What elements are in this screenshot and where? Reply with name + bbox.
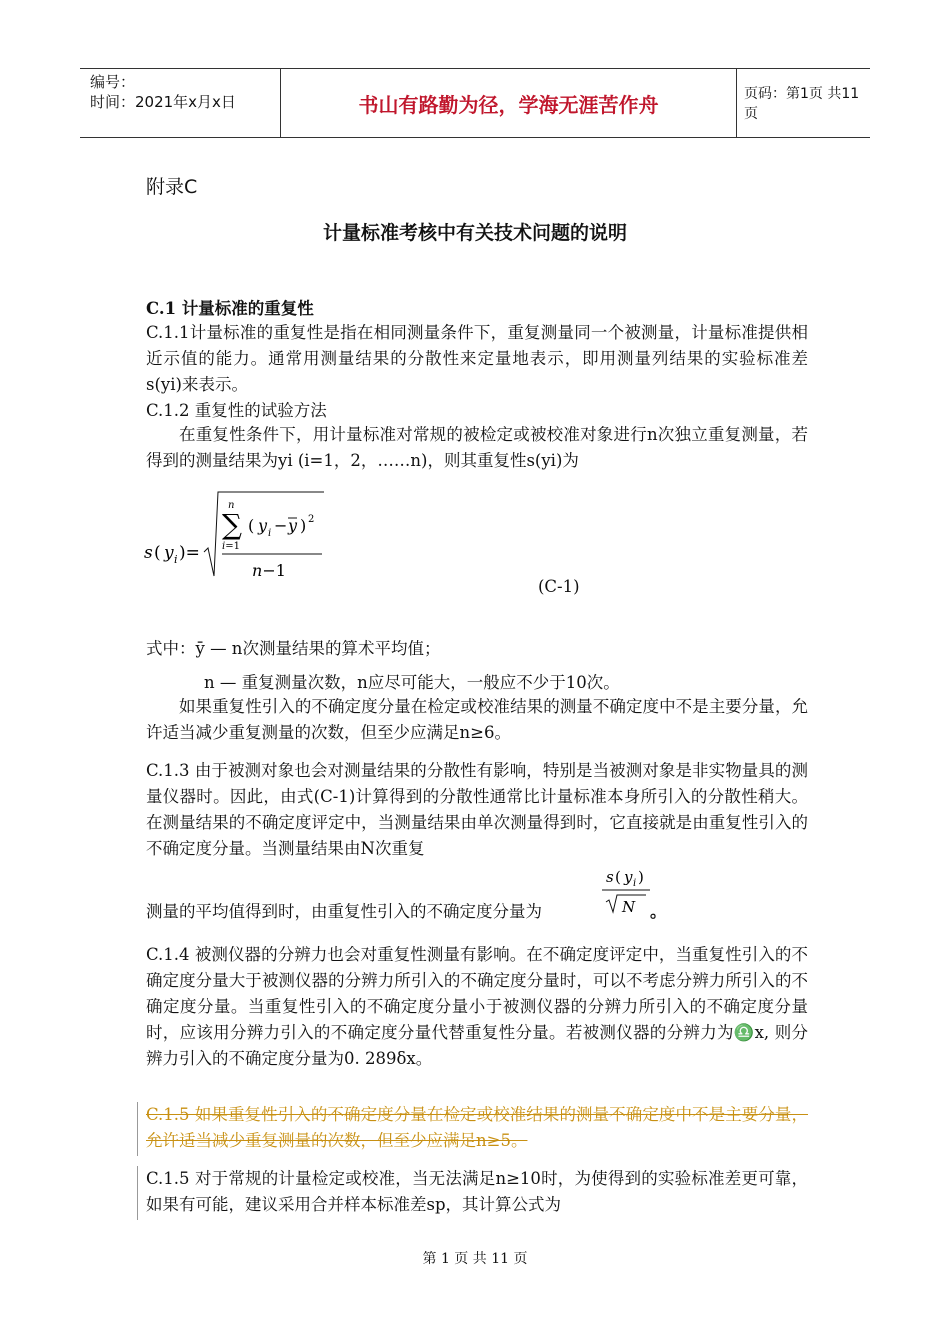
svg-text:y: y [164, 543, 174, 563]
revision-bar [137, 1166, 138, 1220]
svg-text:−: − [274, 516, 288, 535]
page-header [80, 68, 870, 138]
paragraph-c14: C.1.4 被测仪器的分辨力也会对重复性测量有影响。在不确定度评定中，当重复性引入的不确定度分量大于被测仪器的分辨力所引入的不确定度分量时，可以不考虑分辨力所引入的不确定度分量。当重复性引入的不确定度分量小于被测仪器的分辨力所引入的不确定度分量时，应该用分辨力引入的不确定度分量代替重复性分量。若被测仪器的分辨力为♎x, 则分辨力引入的不确定度分量为0. 289δx。 [146, 945, 808, 1068]
paragraph-c12: 在重复性条件下，用计量标准对常规的被检定或被校准对象进行n次独立重复测量，若得到的测量结果为yi (i=1，2，……n)，则其重复性s(yi)为 [146, 425, 808, 470]
svg-text:n−1: n−1 [252, 561, 286, 580]
formula-c1 [144, 486, 334, 586]
svg-text:2: 2 [308, 514, 315, 525]
equation-number: (C-1) [538, 577, 580, 596]
section-heading-c1: C.1 计量标准的重复性 [146, 299, 314, 318]
svg-text:∑: ∑ [222, 508, 242, 541]
svg-text:n: n [228, 500, 235, 511]
heading-c12: C.1.2 重复性的试验方法 [146, 401, 327, 420]
revision-bar [137, 1102, 138, 1156]
number-label: 编号： [90, 73, 136, 91]
svg-text:y: y [288, 516, 298, 535]
page-title: 计量标准考核中有关技术问题的说明 [322, 222, 627, 244]
header-motto: 书山有路勤为径，学海无涯苦作舟 [280, 69, 737, 137]
header-page-info: 页码：第1页 共11页 [744, 86, 860, 122]
svg-text:s: s [606, 868, 614, 886]
where-ybar: 式中：ȳ — n次测量结果的算术平均值； [146, 639, 441, 658]
svg-text:): ) [300, 516, 307, 535]
svg-text:i=1: i=1 [222, 541, 240, 552]
svg-text:N: N [622, 898, 636, 916]
svg-text:(: ( [154, 543, 161, 563]
paragraph-c15-deleted: C.1.5 如果重复性引入的不确定度分量在检定或校准结果的测量不确定度中不是主要分量，允许适当减少重复测量的次数，但至少应满足n≥5。 [146, 1105, 808, 1150]
svg-text:i: i [174, 553, 178, 566]
svg-text:): ) [638, 868, 644, 886]
paragraph-c13: C.1.3 由于被测对象也会对测量结果的分散性有影响，特别是当被测对象是非实物量具的测量仪器时。因此，由式(C-1)计算得到的分散性通常比计量标准本身所引入的分散性稍大。在测量结果的不确定度评定中，当测量结果由单次测量得到时，它直接就是由重复性引入的不确定度分量。当测量结果由N次重复 [146, 761, 808, 858]
svg-text:)=: )= [179, 543, 200, 563]
svg-text:(: ( [615, 868, 621, 886]
where-n: n — 重复测量次数，n应尽可能大，一般应不少于10次。 [204, 673, 620, 692]
paragraph-c11: C.1.1计量标准的重复性是指在相同测量条件下，重复测量同一个被测量，计量标准提供相近示值的能力。通常用测量结果的分散性来定量地表示，即用测量列结果的实验标准差s(yi)来表示。 [146, 323, 808, 394]
header-meta [80, 69, 278, 137]
paragraph-c13-tail: 测量的平均值得到时，由重复性引入的不确定度分量为 [146, 902, 542, 921]
paragraph-c15: C.1.5 对于常规的计量检定或校准，当无法满足n≥10时，为使得到的实验标准差更可靠，如果有可能，建议采用合并样本标准差sp，其计算公式为 [146, 1169, 808, 1214]
paragraph-c13-end: 。 [650, 902, 667, 921]
appendix-label: 附录C [146, 176, 198, 198]
svg-text:i: i [633, 878, 637, 889]
svg-text:y: y [258, 516, 268, 535]
svg-text:y: y [624, 868, 633, 886]
svg-text:i: i [268, 528, 272, 539]
paragraph-c12-note: 如果重复性引入的不确定度分量在检定或校准结果的测量不确定度中不是主要分量，允许适当减少重复测量的次数，但至少应满足n≥6。 [146, 697, 808, 742]
date-label: 时间：2021年x月x日 [90, 93, 236, 111]
page-footer: 第 1 页 共 11 页 [422, 1251, 528, 1267]
svg-text:(: ( [248, 516, 255, 535]
svg-text:s: s [144, 543, 153, 563]
